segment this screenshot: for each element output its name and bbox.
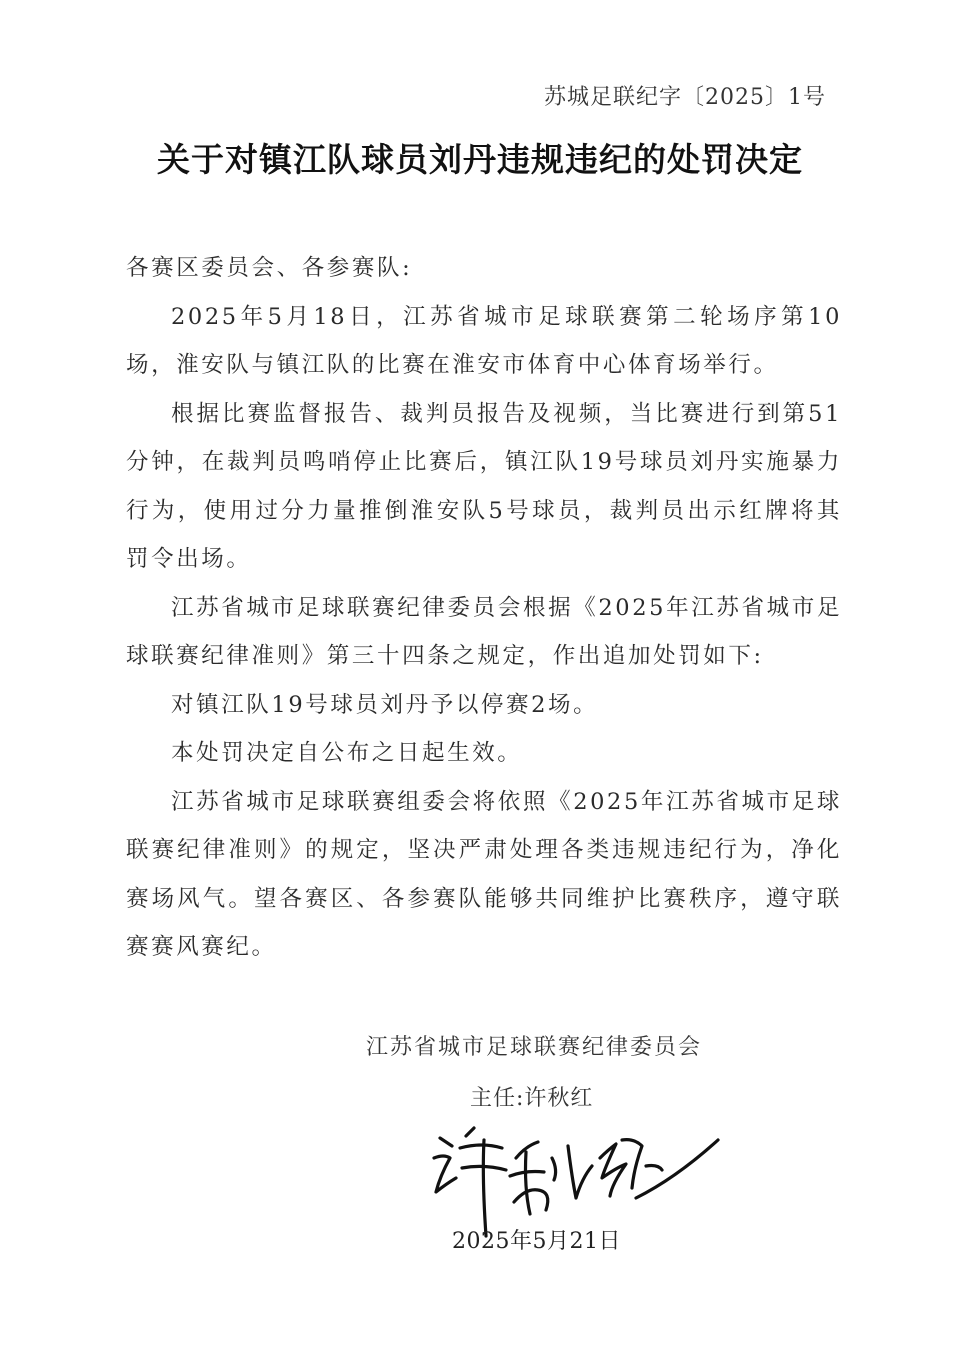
director-line: 主任:许秋红 [470, 1086, 594, 1111]
document-title: 关于对镇江队球员刘丹违规违纪的处罚决定 [157, 140, 803, 179]
document-body [126, 244, 842, 972]
paragraph-effective: 本处罚决定自公布之日起生效。 [171, 740, 523, 766]
paragraph-match-info: 2025年5月18日，江苏省城市足球联赛第二轮场序第10场，淮安队与镇江队的比赛在淮安市体育中心体育场举行。 [126, 303, 842, 378]
document-date: 2025年5月21日 [452, 1229, 621, 1254]
salutation: 各赛区委员会、各参赛队: [126, 255, 413, 281]
signing-organization: 江苏省城市足球联赛纪律委员会 [366, 1035, 703, 1060]
document-number: 苏城足联纪字〔2025〕1号 [544, 85, 826, 110]
paragraph-penalty: 对镇江队19号球员刘丹予以停赛2场。 [171, 691, 599, 718]
paragraph-incident: 根据比赛监督报告、裁判员报告及视频，当比赛进行到第51分钟，在裁判员鸣哨停止比赛后，镇江队19号球员刘丹实施暴力行为，使用过分力量推倒淮安队5号球员，裁判员出示红牌将其罚令出场。 [126, 400, 842, 572]
paragraph-basis: 江苏省城市足球联赛纪律委员会根据《2025年江苏省城市足球联赛纪律准则》第三十四条之规定，作出追加处罚如下: [126, 594, 842, 669]
paragraph-closing: 江苏省城市足球联赛组委会将依照《2025年江苏省城市足球联赛纪律准则》的规定，坚决严肃处理各类违规违纪行为，净化赛场风气。望各赛区、各参赛队能够共同维护比赛秩序，遵守联赛赛风赛纪。 [126, 788, 842, 960]
